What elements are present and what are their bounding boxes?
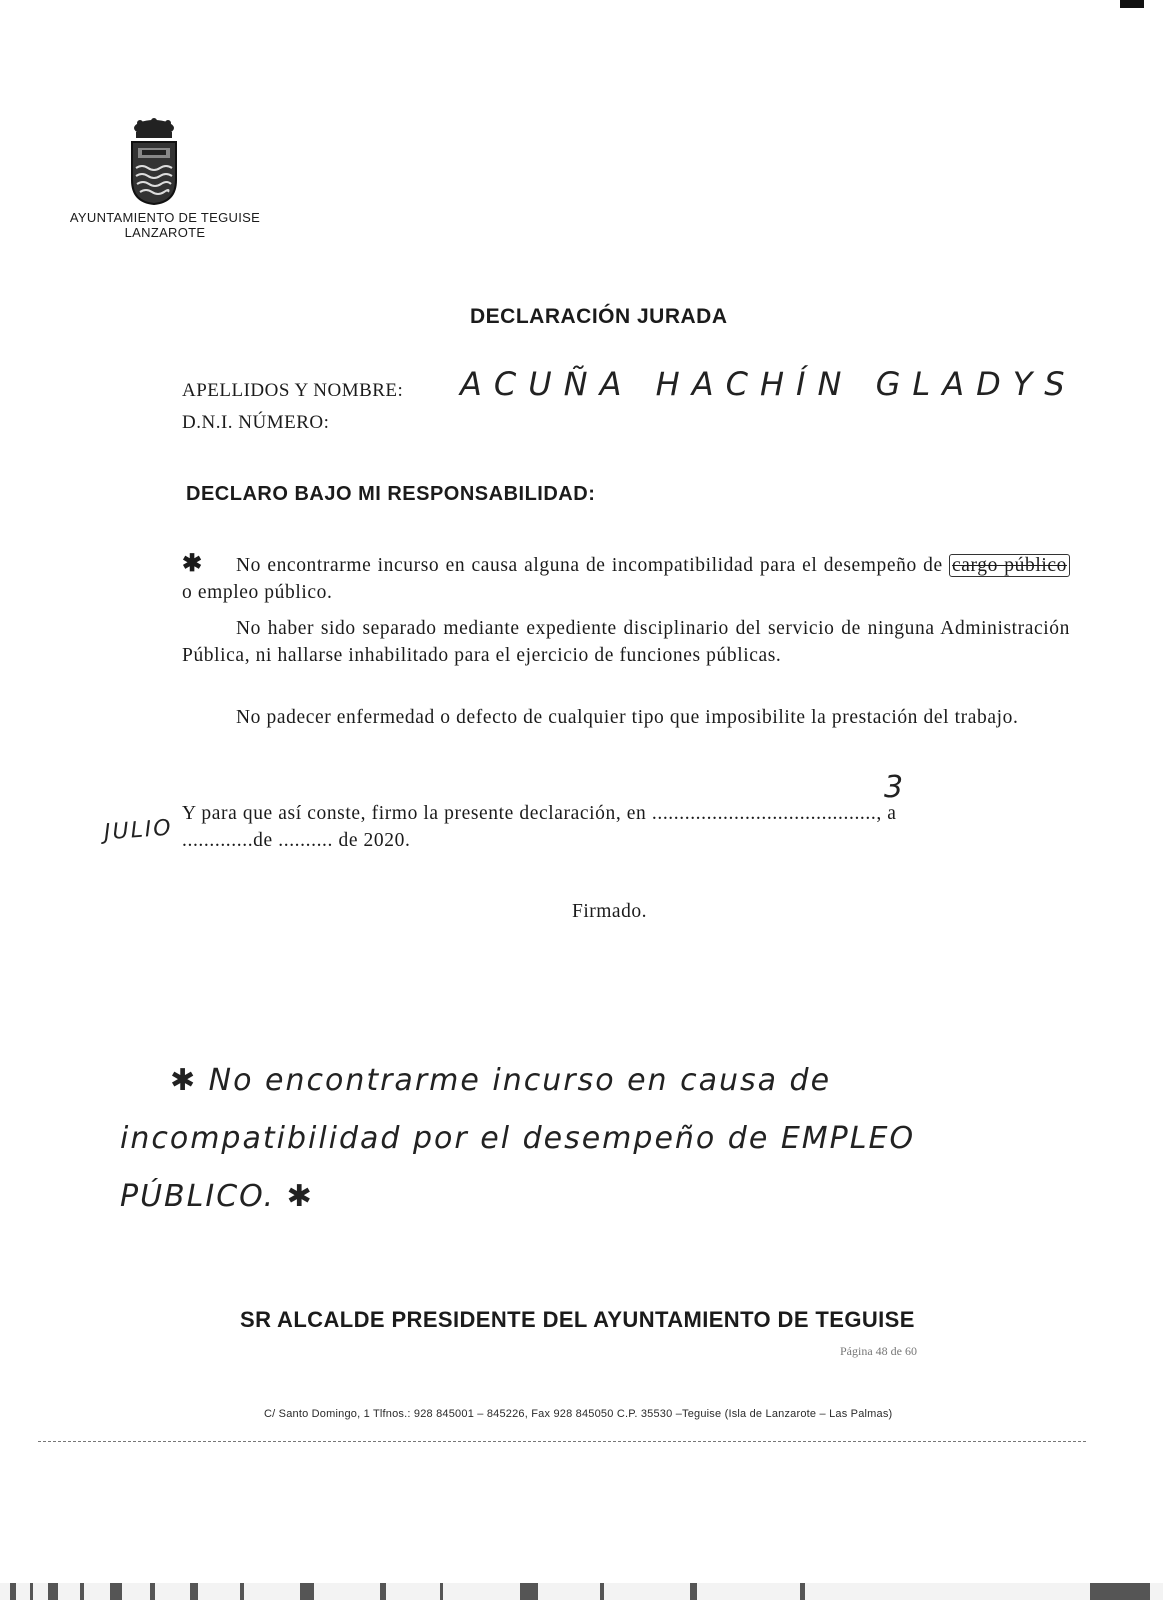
p2-text: No haber sido separado mediante expediente disciplinario del servicio de ninguna Administración Pública, ni hallarse inhabilitado para el ejercicio de funciones públicas. xyxy=(182,618,1070,666)
dni-label: D.N.I. NÚMERO: xyxy=(182,412,330,433)
closing-line1: Y para que así conste, firmo la presente declaración, en ........................................., a xyxy=(182,803,897,824)
handwritten-month: JULIO xyxy=(103,815,174,846)
document-title: DECLARACIÓN JURADA xyxy=(470,305,728,328)
organization-name xyxy=(55,210,275,240)
handwritten-note-line1: ✱ No encontrarme incurso en causa de xyxy=(170,1063,832,1098)
closing-line2: .............de .......... de 2020. xyxy=(182,830,411,851)
footer-divider xyxy=(38,1441,1086,1442)
declaration-paragraph-2 xyxy=(182,615,1070,669)
org-line1: AYUNTAMIENTO DE TEGUISE xyxy=(69,210,261,225)
declaration-paragraph-3 xyxy=(182,704,1070,731)
handwritten-note-line2: incompatibilidad por el desempeño de EMPLEO xyxy=(120,1121,916,1156)
name-handwritten-value: ACUÑA HACHÍN GLADYS xyxy=(460,365,1077,403)
p3-text: No padecer enfermedad o defecto de cualquier tipo que imposibilite la prestación del trabajo. xyxy=(236,707,1019,728)
org-line2: LANZAROTE xyxy=(124,225,206,240)
handwritten-day: 3 xyxy=(884,770,906,805)
coat-of-arms-logo xyxy=(128,118,180,206)
handwritten-note-line3: PÚBLICO. ✱ xyxy=(120,1179,314,1214)
signed-label: Firmado. xyxy=(572,901,647,922)
p1-text-b: o empleo público. xyxy=(182,582,333,603)
handwritten-note xyxy=(120,1052,1040,1226)
addressee: SR ALCALDE PRESIDENTE DEL AYUNTAMIENTO DE TEGUISE xyxy=(240,1307,915,1332)
closing-statement xyxy=(182,800,1070,854)
p1-text-a: No encontrarme incurso en causa alguna de incompatibilidad para el desempeño de xyxy=(236,555,943,576)
scan-edge-strip xyxy=(0,1583,1163,1600)
struck-text: cargo público xyxy=(949,554,1070,577)
page-number: Página 48 de 60 xyxy=(840,1344,917,1358)
asterisk-mark: ✱ xyxy=(182,551,203,577)
declaration-paragraph-1 xyxy=(182,552,1070,606)
declaration-heading: DECLARO BAJO MI RESPONSABILIDAD: xyxy=(186,483,596,505)
name-label: APELLIDOS Y NOMBRE: xyxy=(182,380,404,401)
scan-mark xyxy=(1120,0,1144,8)
footer-address: C/ Santo Domingo, 1 Tlfnos.: 928 845001 – 845226, Fax 928 845050 C.P. 35530 –Teguise (Isla de Lanzarote – Las Palmas) xyxy=(264,1408,893,1420)
